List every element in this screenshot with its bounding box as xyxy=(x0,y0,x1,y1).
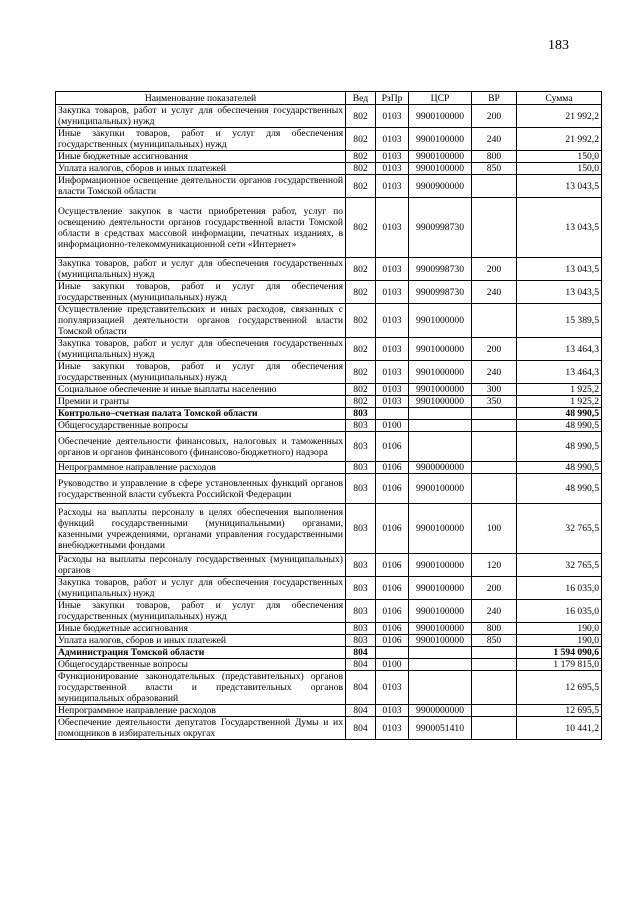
row-csr-cell: 9900998730 xyxy=(409,281,472,304)
row-name-cell: Иные закупки товаров, работ и услуг для обеспечения государственных (муниципальных) нужд xyxy=(56,281,346,304)
row-sum-cell: 1 594 090,6 xyxy=(517,647,602,659)
row-sum-cell: 15 389,5 xyxy=(517,304,602,338)
row-vr-cell: 200 xyxy=(472,105,517,128)
row-ved-cell: 803 xyxy=(346,474,376,504)
row-rzpr-cell: 0103 xyxy=(376,671,409,705)
row-name-cell: Обеспечение деятельности депутатов Государственной Думы и их помощников в избирательных округах xyxy=(56,717,346,740)
table-row xyxy=(56,504,602,554)
header-csr: ЦСР xyxy=(409,92,472,105)
row-name-cell: Иные закупки товаров, работ и услуг для обеспечения государственных (муниципальных) нужд xyxy=(56,600,346,623)
row-rzpr-cell: 0103 xyxy=(376,361,409,384)
table-row xyxy=(56,151,602,163)
row-name-cell: Иные бюджетные ассигнования xyxy=(56,151,346,163)
row-rzpr-cell: 0106 xyxy=(376,577,409,600)
row-ved-cell: 802 xyxy=(346,384,376,396)
row-rzpr-cell xyxy=(376,408,409,420)
row-name-cell: Закупка товаров, работ и услуг для обеспечения государственных (муниципальных) нужд xyxy=(56,338,346,361)
table-row xyxy=(56,338,602,361)
row-name-cell: Информационное освещение деятельности органов государственной власти Томской области xyxy=(56,175,346,198)
table-header-row xyxy=(56,92,602,105)
row-sum-cell: 48 990,5 xyxy=(517,474,602,504)
table-row xyxy=(56,554,602,577)
row-sum-cell: 1 179 815,0 xyxy=(517,659,602,671)
row-rzpr-cell: 0103 xyxy=(376,717,409,740)
row-vr-cell: 100 xyxy=(472,504,517,554)
row-sum-cell: 1 925,2 xyxy=(517,396,602,408)
row-rzpr-cell: 0103 xyxy=(376,175,409,198)
row-csr-cell: 9901000000 xyxy=(409,396,472,408)
table-row xyxy=(56,462,602,474)
row-csr-cell: 9900100000 xyxy=(409,128,472,151)
header-vr: ВР xyxy=(472,92,517,105)
header-name: Наименование показателей xyxy=(56,92,346,105)
row-sum-cell: 32 765,5 xyxy=(517,554,602,577)
row-vr-cell xyxy=(472,175,517,198)
table-body xyxy=(56,105,602,740)
row-name-cell: Администрация Томской области xyxy=(56,647,346,659)
row-name-cell: Расходы на выплаты персоналу в целях обеспечения выполнения функций государственными (муниципальными) органами, казенными учреждениями, органами управления государственными внебюджетными фондами xyxy=(56,504,346,554)
row-vr-cell xyxy=(472,420,517,432)
row-ved-cell: 802 xyxy=(346,281,376,304)
row-name-cell: Функционирование законодательных (представительных) органов государственной власти и представительных органов муниципальных образований xyxy=(56,671,346,705)
row-rzpr-cell: 0103 xyxy=(376,128,409,151)
table-row xyxy=(56,281,602,304)
row-sum-cell: 150,0 xyxy=(517,163,602,175)
row-ved-cell: 802 xyxy=(346,258,376,281)
row-ved-cell: 803 xyxy=(346,432,376,462)
table-row xyxy=(56,163,602,175)
row-sum-cell: 21 992,2 xyxy=(517,105,602,128)
row-vr-cell: 200 xyxy=(472,577,517,600)
row-sum-cell: 48 990,5 xyxy=(517,420,602,432)
row-csr-cell: 9901000000 xyxy=(409,384,472,396)
row-vr-cell xyxy=(472,647,517,659)
header-rzpr: РзПр xyxy=(376,92,409,105)
row-vr-cell: 850 xyxy=(472,635,517,647)
row-sum-cell: 13 464,3 xyxy=(517,361,602,384)
row-vr-cell: 800 xyxy=(472,151,517,163)
row-csr-cell: 9900100000 xyxy=(409,105,472,128)
row-sum-cell: 13 043,5 xyxy=(517,258,602,281)
row-ved-cell: 803 xyxy=(346,462,376,474)
table-row xyxy=(56,105,602,128)
row-name-cell: Иные закупки товаров, работ и услуг для обеспечения государственных (муниципальных) нужд xyxy=(56,128,346,151)
row-name-cell: Премии и гранты xyxy=(56,396,346,408)
row-csr-cell: 9900100000 xyxy=(409,163,472,175)
row-name-cell: Расходы на выплаты персоналу государственных (муниципальных) органов xyxy=(56,554,346,577)
row-rzpr-cell: 0103 xyxy=(376,338,409,361)
row-rzpr-cell: 0106 xyxy=(376,462,409,474)
row-name-cell: Уплата налогов, сборов и иных платежей xyxy=(56,163,346,175)
row-vr-cell: 200 xyxy=(472,258,517,281)
row-rzpr-cell xyxy=(376,647,409,659)
table-row xyxy=(56,420,602,432)
row-name-cell: Обеспечение деятельности финансовых, налоговых и таможенных органов и органов финансового (финансово-бюджетного) надзора xyxy=(56,432,346,462)
row-rzpr-cell: 0103 xyxy=(376,281,409,304)
row-vr-cell xyxy=(472,462,517,474)
row-vr-cell: 350 xyxy=(472,396,517,408)
row-vr-cell: 240 xyxy=(472,361,517,384)
row-sum-cell: 190,0 xyxy=(517,623,602,635)
row-ved-cell: 804 xyxy=(346,659,376,671)
row-ved-cell: 802 xyxy=(346,128,376,151)
row-csr-cell: 9900100000 xyxy=(409,504,472,554)
row-name-cell: Иные бюджетные ассигнования xyxy=(56,623,346,635)
row-ved-cell: 802 xyxy=(346,151,376,163)
row-vr-cell xyxy=(472,474,517,504)
row-ved-cell: 803 xyxy=(346,600,376,623)
row-name-cell: Закупка товаров, работ и услуг для обеспечения государственных (муниципальных) нужд xyxy=(56,105,346,128)
row-rzpr-cell: 0106 xyxy=(376,623,409,635)
row-ved-cell: 804 xyxy=(346,647,376,659)
row-csr-cell: 9900000000 xyxy=(409,462,472,474)
row-ved-cell: 802 xyxy=(346,163,376,175)
table-row xyxy=(56,705,602,717)
row-rzpr-cell: 0100 xyxy=(376,420,409,432)
row-sum-cell: 32 765,5 xyxy=(517,504,602,554)
row-sum-cell: 21 992,2 xyxy=(517,128,602,151)
table-row xyxy=(56,432,602,462)
table-row xyxy=(56,258,602,281)
row-rzpr-cell: 0100 xyxy=(376,659,409,671)
row-csr-cell: 9900100000 xyxy=(409,577,472,600)
row-ved-cell: 803 xyxy=(346,408,376,420)
row-sum-cell: 48 990,5 xyxy=(517,432,602,462)
row-ved-cell: 803 xyxy=(346,420,376,432)
row-ved-cell: 802 xyxy=(346,338,376,361)
table-row xyxy=(56,623,602,635)
row-name-cell: Иные закупки товаров, работ и услуг для обеспечения государственных (муниципальных) нужд xyxy=(56,361,346,384)
row-csr-cell: 9900051410 xyxy=(409,717,472,740)
row-ved-cell: 804 xyxy=(346,717,376,740)
row-vr-cell: 850 xyxy=(472,163,517,175)
row-csr-cell: 9900100000 xyxy=(409,600,472,623)
row-sum-cell: 150,0 xyxy=(517,151,602,163)
row-csr-cell xyxy=(409,432,472,462)
row-csr-cell: 9901000000 xyxy=(409,361,472,384)
row-ved-cell: 803 xyxy=(346,554,376,577)
row-sum-cell: 16 035,0 xyxy=(517,600,602,623)
row-vr-cell: 240 xyxy=(472,600,517,623)
row-sum-cell: 190,0 xyxy=(517,635,602,647)
row-csr-cell: 9900998730 xyxy=(409,258,472,281)
row-name-cell: Непрограммное направление расходов xyxy=(56,705,346,717)
row-sum-cell: 48 990,5 xyxy=(517,462,602,474)
row-vr-cell xyxy=(472,659,517,671)
row-csr-cell xyxy=(409,647,472,659)
row-ved-cell: 802 xyxy=(346,198,376,258)
row-vr-cell xyxy=(472,717,517,740)
row-csr-cell: 9900100000 xyxy=(409,554,472,577)
row-csr-cell: 9900900000 xyxy=(409,175,472,198)
table-row xyxy=(56,647,602,659)
page-number: 183 xyxy=(548,38,569,53)
table-row xyxy=(56,361,602,384)
table-row xyxy=(56,717,602,740)
row-name-cell: Общегосударственные вопросы xyxy=(56,420,346,432)
row-csr-cell: 9900100000 xyxy=(409,635,472,647)
table-row xyxy=(56,600,602,623)
row-rzpr-cell: 0103 xyxy=(376,396,409,408)
row-sum-cell: 13 043,5 xyxy=(517,175,602,198)
row-ved-cell: 802 xyxy=(346,396,376,408)
row-ved-cell: 804 xyxy=(346,705,376,717)
row-vr-cell xyxy=(472,432,517,462)
row-name-cell: Осуществление закупок в части приобретения работ, услуг по освещению деятельности органов государственной власти Томской области в средствах массовой информации, печатных изданиях, в информационно-телекоммуникационной сети «Интернет» xyxy=(56,198,346,258)
header-sum: Сумма xyxy=(517,92,602,105)
row-csr-cell: 9901000000 xyxy=(409,338,472,361)
table-row xyxy=(56,128,602,151)
table-row xyxy=(56,671,602,705)
table-row xyxy=(56,659,602,671)
row-ved-cell: 802 xyxy=(346,361,376,384)
row-vr-cell: 120 xyxy=(472,554,517,577)
row-sum-cell: 12 695,5 xyxy=(517,705,602,717)
row-vr-cell: 200 xyxy=(472,338,517,361)
row-name-cell: Закупка товаров, работ и услуг для обеспечения государственных (муниципальных) нужд xyxy=(56,258,346,281)
row-sum-cell: 48 990,5 xyxy=(517,408,602,420)
row-name-cell: Непрограммное направление расходов xyxy=(56,462,346,474)
row-csr-cell: 9900100000 xyxy=(409,474,472,504)
row-name-cell: Социальное обеспечение и иные выплаты населению xyxy=(56,384,346,396)
row-name-cell: Осуществление представительских и иных расходов, связанных с популяризацией деятельности органов государственной власти Томской области xyxy=(56,304,346,338)
row-vr-cell: 240 xyxy=(472,128,517,151)
budget-table xyxy=(55,91,602,740)
table-row xyxy=(56,408,602,420)
row-csr-cell xyxy=(409,671,472,705)
row-ved-cell: 803 xyxy=(346,623,376,635)
row-csr-cell: 9900100000 xyxy=(409,151,472,163)
row-rzpr-cell: 0103 xyxy=(376,105,409,128)
row-ved-cell: 802 xyxy=(346,105,376,128)
row-rzpr-cell: 0106 xyxy=(376,554,409,577)
row-rzpr-cell: 0103 xyxy=(376,151,409,163)
row-rzpr-cell: 0103 xyxy=(376,705,409,717)
table-row xyxy=(56,304,602,338)
row-vr-cell: 300 xyxy=(472,384,517,396)
row-vr-cell xyxy=(472,408,517,420)
row-name-cell: Контрольно–счетная палата Томской области xyxy=(56,408,346,420)
row-rzpr-cell: 0106 xyxy=(376,600,409,623)
row-name-cell: Закупка товаров, работ и услуг для обеспечения государственных (муниципальных) нужд xyxy=(56,577,346,600)
row-sum-cell: 16 035,0 xyxy=(517,577,602,600)
row-sum-cell: 13 043,5 xyxy=(517,198,602,258)
row-vr-cell: 240 xyxy=(472,281,517,304)
row-rzpr-cell: 0103 xyxy=(376,304,409,338)
row-rzpr-cell: 0103 xyxy=(376,258,409,281)
row-csr-cell xyxy=(409,659,472,671)
row-name-cell: Уплата налогов, сборов и иных платежей xyxy=(56,635,346,647)
row-rzpr-cell: 0106 xyxy=(376,432,409,462)
row-rzpr-cell: 0103 xyxy=(376,198,409,258)
table-row xyxy=(56,396,602,408)
row-ved-cell: 804 xyxy=(346,671,376,705)
row-sum-cell: 13 464,3 xyxy=(517,338,602,361)
row-csr-cell xyxy=(409,420,472,432)
row-rzpr-cell: 0106 xyxy=(376,474,409,504)
table-row xyxy=(56,635,602,647)
row-vr-cell xyxy=(472,671,517,705)
row-name-cell: Общегосударственные вопросы xyxy=(56,659,346,671)
row-csr-cell: 9901000000 xyxy=(409,304,472,338)
row-csr-cell: 9900000000 xyxy=(409,705,472,717)
row-csr-cell: 9900998730 xyxy=(409,198,472,258)
row-csr-cell: 9900100000 xyxy=(409,623,472,635)
row-sum-cell: 13 043,5 xyxy=(517,281,602,304)
table-row xyxy=(56,198,602,258)
row-rzpr-cell: 0103 xyxy=(376,163,409,175)
row-rzpr-cell: 0106 xyxy=(376,635,409,647)
row-vr-cell xyxy=(472,198,517,258)
row-ved-cell: 803 xyxy=(346,504,376,554)
row-vr-cell xyxy=(472,705,517,717)
row-sum-cell: 12 695,5 xyxy=(517,671,602,705)
row-vr-cell xyxy=(472,304,517,338)
row-sum-cell: 1 925,2 xyxy=(517,384,602,396)
row-ved-cell: 803 xyxy=(346,577,376,600)
row-vr-cell: 800 xyxy=(472,623,517,635)
table-row xyxy=(56,474,602,504)
row-ved-cell: 803 xyxy=(346,635,376,647)
row-ved-cell: 802 xyxy=(346,304,376,338)
table-row xyxy=(56,577,602,600)
table-row xyxy=(56,384,602,396)
row-name-cell: Руководство и управление в сфере установленных функций органов государственной власти субъекта Российской Федерации xyxy=(56,474,346,504)
row-sum-cell: 10 441,2 xyxy=(517,717,602,740)
row-rzpr-cell: 0103 xyxy=(376,384,409,396)
header-ved: Вед xyxy=(346,92,376,105)
row-csr-cell xyxy=(409,408,472,420)
row-ved-cell: 802 xyxy=(346,175,376,198)
table-row xyxy=(56,175,602,198)
row-rzpr-cell: 0106 xyxy=(376,504,409,554)
